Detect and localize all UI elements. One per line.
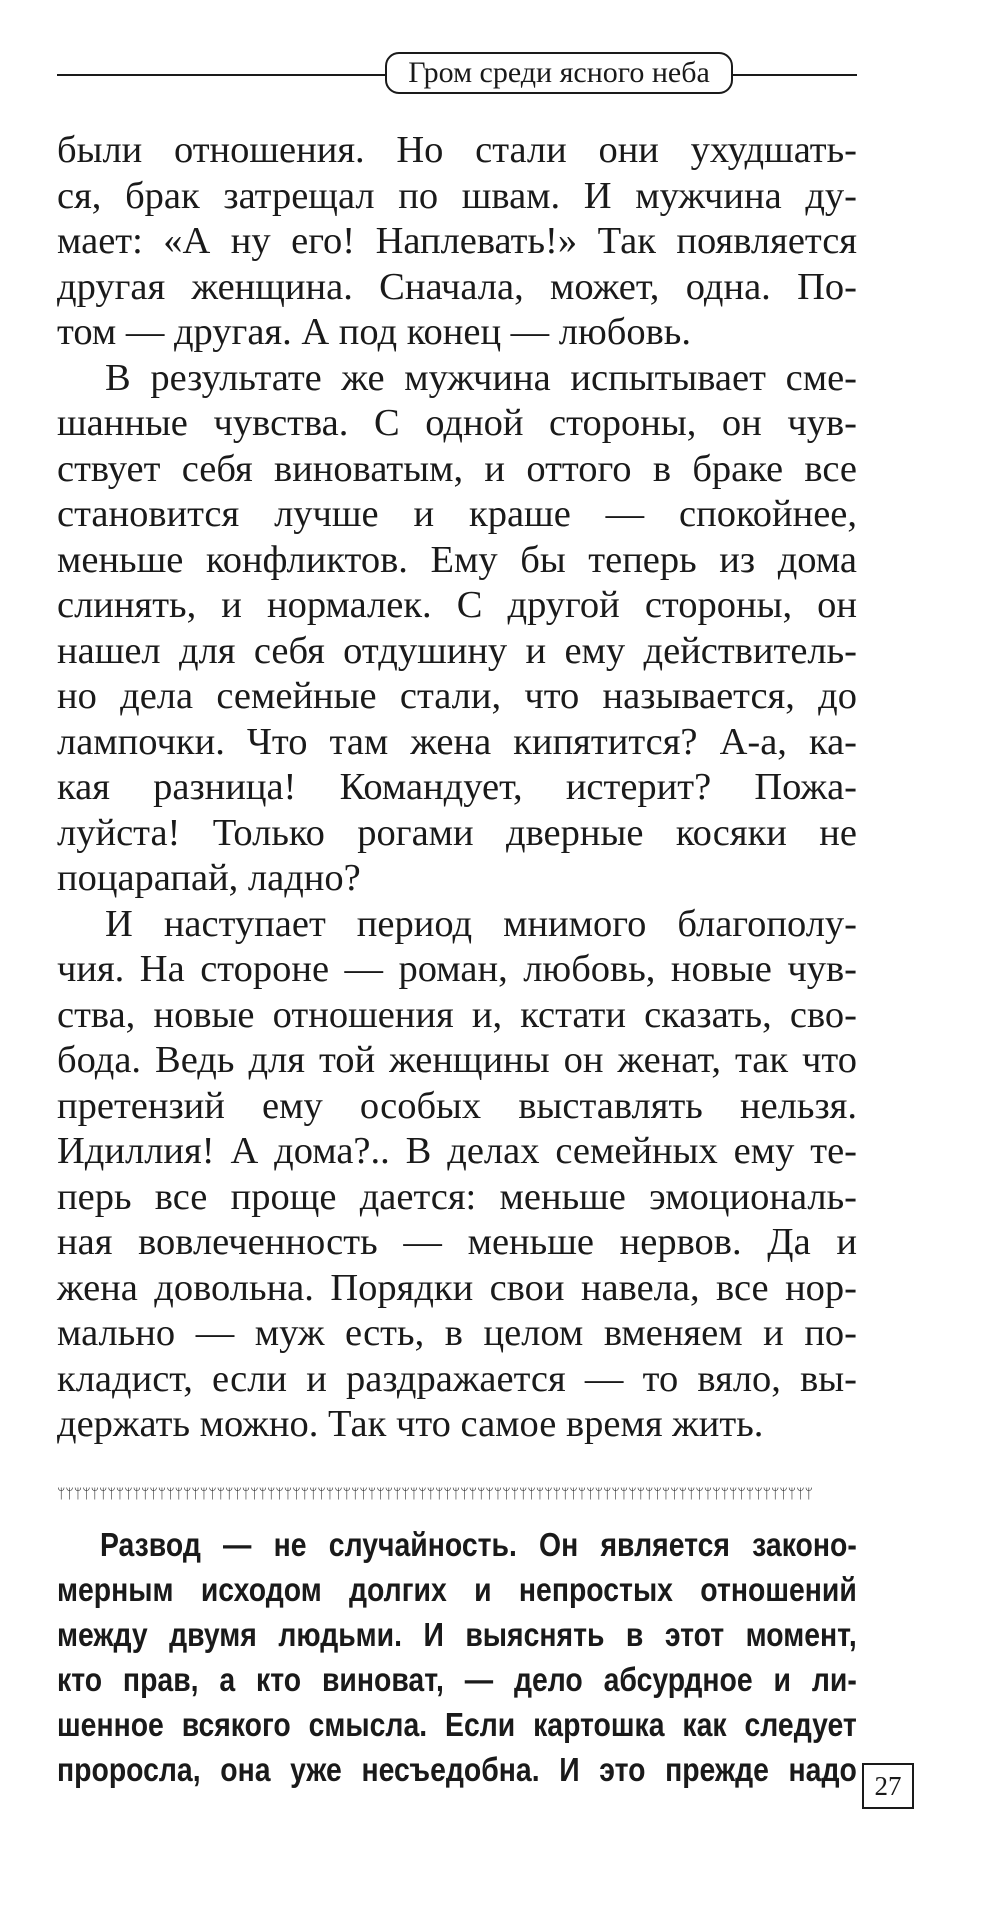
text-line: том — другая. А под конец — любовь.	[57, 311, 691, 353]
text-line: мает: «А ну его! Наплевать!» Так появляется	[57, 220, 857, 262]
text-line: лампочки. Что там жена кипятится? А-а, ка-	[57, 720, 857, 763]
running-head-rule-right	[732, 74, 857, 76]
paragraph-1	[57, 128, 857, 356]
paragraph-3	[57, 902, 857, 1448]
summary-line: кто прав, а кто виноват, — дело абсурдное и ли-	[57, 1661, 857, 1698]
summary-line: Развод — не случайность. Он является законо-	[100, 1526, 857, 1563]
text-line: бода. Ведь для той женщины он женат, так что	[57, 1039, 857, 1081]
text-line: Идиллия! А дома?.. В делах семейных ему те-	[57, 1130, 857, 1172]
text-line: держать можно. Так что самое время жить.	[57, 1403, 764, 1445]
text-line: мально — муж есть, в целом вменяем и по-	[57, 1312, 857, 1354]
summary-line: шенное всякого смысла. Если картошка как следует	[57, 1706, 857, 1743]
ornamental-divider: ᛘᛘᛘᛘᛘᛘᛘᛘᛘᛘᛘᛘᛘᛘᛘᛘᛘᛘᛘᛘᛘᛘᛘᛘᛘᛘᛘᛘᛘᛘᛘᛘᛘᛘᛘᛘᛘᛘᛘᛘᛘᛘᛘᛘᛘᛘᛘᛘᛘᛘᛘᛘᛘᛘᛘᛘᛘᛘᛘᛘᛘᛘᛘᛘᛘᛘᛘᛘᛘᛘᛘᛘᛘᛘᛘᛘᛘᛘᛘᛘᛘᛘᛘᛘᛘᛘᛘᛘᛘᛘ	[57, 1486, 813, 1502]
text-line: И наступает период мнимого благополу-	[105, 902, 857, 945]
text-line: слинять, и нормалек. С другой стороны, он	[57, 584, 857, 626]
text-line: претензий ему особых выставлять нельзя.	[57, 1084, 857, 1127]
text-line: нашел для себя отдушину и ему действитель-	[57, 629, 857, 672]
text-line: ствует себя виноватым, и оттого в браке все	[57, 447, 857, 490]
text-line: перь все проще дается: меньше эмоциональ-	[57, 1175, 857, 1218]
text-line: ства, новые отношения и, кстати сказать, сво-	[57, 993, 857, 1036]
text-line: меньше конфликтов. Ему бы теперь из дома	[57, 538, 857, 581]
text-line: ся, брак затрещал по швам. И мужчина ду-	[57, 174, 857, 217]
summary-block	[57, 1522, 857, 1792]
summary-line: проросла, она уже несъедобна. И это прежде надо	[57, 1751, 857, 1788]
text-line: ная вовлеченность — меньше нервов. Да и	[57, 1221, 857, 1263]
paragraph-2	[57, 356, 857, 902]
text-line: жена довольна. Порядки свои навела, все нор-	[57, 1266, 857, 1309]
page-number: 27	[862, 1763, 914, 1809]
running-head-title: Гром среди ясного неба	[385, 52, 733, 94]
summary-line: между двумя людьми. И выяснять в этот момент,	[57, 1616, 857, 1653]
text-line: но дела семейные стали, что называется, до	[57, 675, 857, 717]
text-line: поцарапай, ладно?	[57, 857, 361, 899]
text-line: В результате же мужчина испытывает сме-	[105, 356, 857, 399]
text-line: становится лучше и краше — спокойнее,	[57, 493, 857, 535]
text-line: шанные чувства. С одной стороны, он чув-	[57, 402, 857, 444]
running-head	[57, 52, 857, 98]
text-line: были отношения. Но стали они ухудшать-	[57, 129, 857, 171]
text-line: кая разница! Командует, истерит? Пожа-	[57, 766, 857, 808]
summary-line: мерным исходом долгих и непростых отношений	[57, 1571, 857, 1608]
running-head-rule-left	[57, 74, 387, 76]
body-text	[57, 128, 857, 1448]
text-line: кладист, если и раздражается — то вяло, вы-	[57, 1357, 857, 1400]
text-line: луйста! Только рогами дверные косяки не	[57, 811, 857, 854]
text-line: другая женщина. Сначала, может, одна. По-	[57, 265, 857, 308]
text-line: чия. На стороне — роман, любовь, новые чув-	[57, 948, 857, 990]
